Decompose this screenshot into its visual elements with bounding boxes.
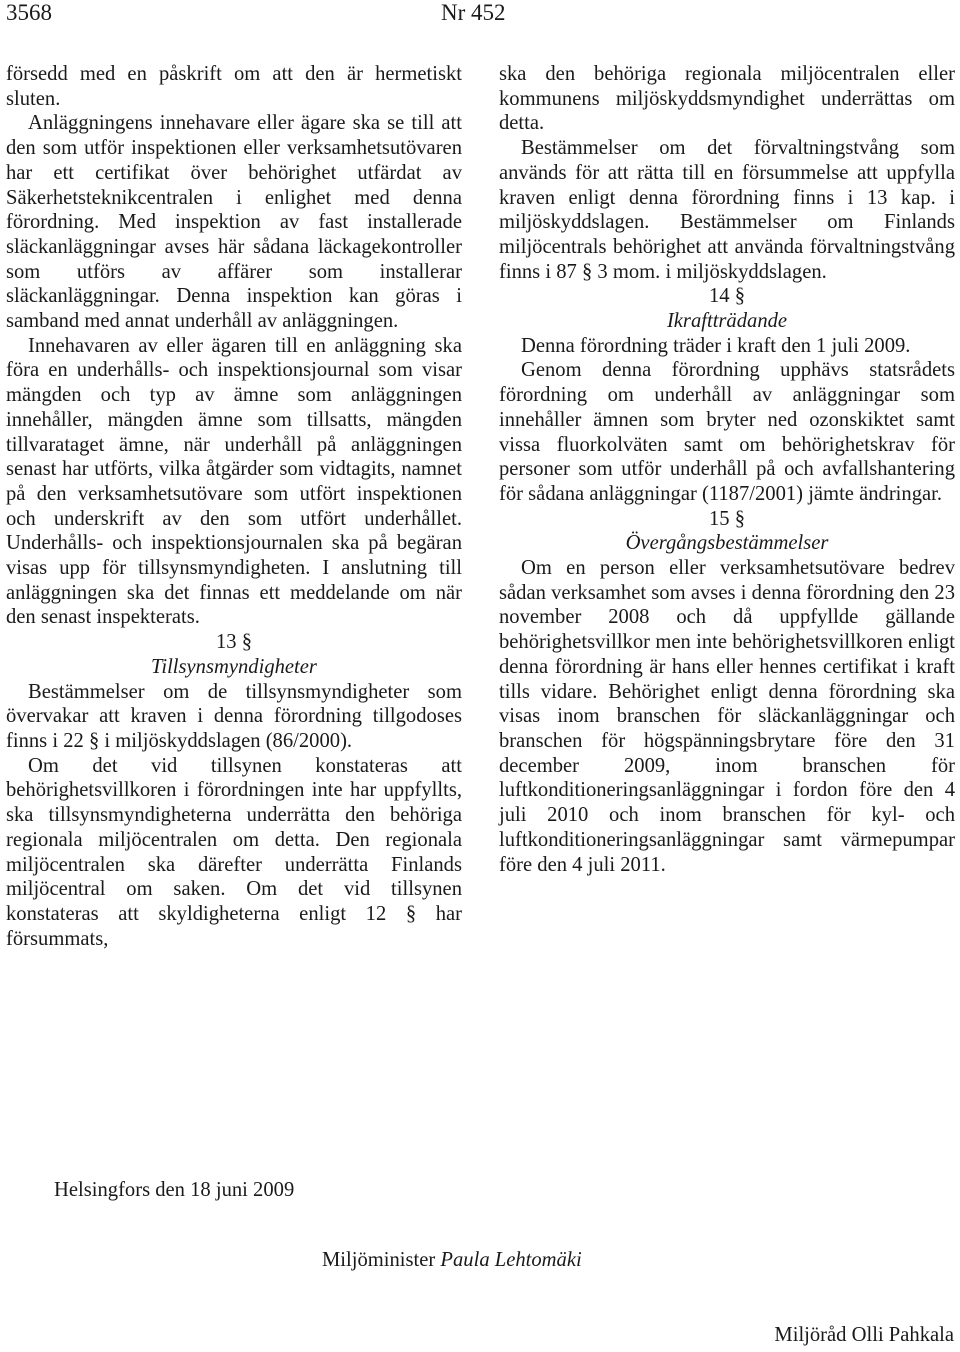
signature-place-date: Helsingfors den 18 juni 2009 [54,1179,295,1201]
paragraph: Innehavaren av eller ägaren till en anläggning ska föra en underhålls- och inspektionsjournal som visar mängden och typ av ämne som anläggningen innehåller, mängden ämne som tillsatts, mängden tillvarataget ämne, när underhåll på anläggningen senast har utförts, vilka åtgärder som vidtagits, namnet på den verksamhetsutövare som utfört inspektionen och underskrift av den som utfört underhållet. Underhålls- och inspektionsjournalen ska på begäran visas upp för tillsynsmyndigheten. I anslutning till anläggningen ska det finnas ett meddelande om när den senast inspekterats. [6,334,462,629]
right-column [499,62,955,877]
paragraph: Genom denna förordning upphävs statsrådets förordning om underhåll av anläggningar som innehåller ämnen som bryter ned ozonskiktet samt vissa fluorkolväten samt om behörighetskrav för personer som utför underhåll på och avfallshantering för sådana anläggningar (1187/2001) jämte ändringar. [499,359,955,505]
minister-signature [322,1248,582,1273]
paragraph: Bestämmelser om de tillsynsmyndigheter som övervakar att kraven i denna förordning tillgodoses finns i 22 § i miljöskyddslagen (86/2000). [6,680,462,752]
paragraph: ska den behöriga regionala miljöcentralen eller kommunens miljöskyddsmyndighet underrättas om detta. [499,63,955,135]
page-number: 3568 [6,0,52,25]
section-title: Övergångsbestämmelser [625,532,829,555]
section-title: Tillsynsmyndigheter [151,655,317,678]
counsel-signature: Miljöråd Olli Pahkala [774,1324,954,1346]
paragraph: försedd med en påskrift om att den är hermetiskt sluten. [6,63,462,110]
minister-name: Paula Lehtomäki [440,1249,582,1271]
paragraph: Denna förordning träder i kraft den 1 juli 2009. [521,334,911,357]
paragraph: Bestämmelser om det förvaltningstvång som används för att rätta till en försummelse att uppfylla kraven enligt denna förordning finns i 13 kap. i miljöskyddslagen. Bestämmelser om Finlands miljöcentrals behörighet att använda förvaltningstvång finns i 87 § 3 mom. i miljöskyddslagen. [499,137,955,283]
left-column [6,62,462,951]
paragraph: Om det vid tillsynen konstateras att behörighetsvillkoren i förordningen inte har uppfyllts, ska tillsynsmyndigheterna underrätta den behöriga regionala miljöcentralen om detta. Den regionala miljöcentralen ska därefter underrätta Finlands miljöcentral om saken. Om det vid tillsynen konstateras att skyldigheterna enligt 12 § har försummats, [6,754,462,950]
paragraph: Anläggningens innehavare eller ägare ska se till att den som utför inspektionen eller verksamhetsutövaren har ett certifikat över behörighet utfärdat av Säkerhetsteknikcentralen i enlighet med denna förordning. Med inspektion av fast installerade släckanläggningar avses här sådana läckagekontroller som utförs av affärer som installerar släckanläggningar. Denna inspektion kan göras i samband med annat underhåll av anläggningen. [6,112,462,333]
issue-number: Nr 452 [441,0,506,25]
section-number: 13 § [215,631,253,654]
minister-title: Miljöminister [322,1249,436,1271]
paragraph: Om en person eller verksamhetsutövare bedrev sådan verksamhet som avses i denna förordning den 23 november 2008 och då uppfyllde gällande behörighetsvillkor men inte behörighetsvillkoren enligt denna förordning är hans eller hennes certifikat i kraft tills vidare. Behörighet enligt denna förordning ska visas inom branschen för släckanläggningar och branschen för högspänningsbrytare före den 31 december 2009, inom branschen för luftkonditioneringsanläggningar i fordon före den 4 juli 2010 och inom branschen för kyl- och luftkonditioneringsanläggningar samt värmepumpar före den 4 juli 2011. [499,557,955,876]
section-number: 15 § [708,507,746,530]
section-number: 14 § [708,285,746,308]
section-title: Ikraftträdande [666,310,788,333]
